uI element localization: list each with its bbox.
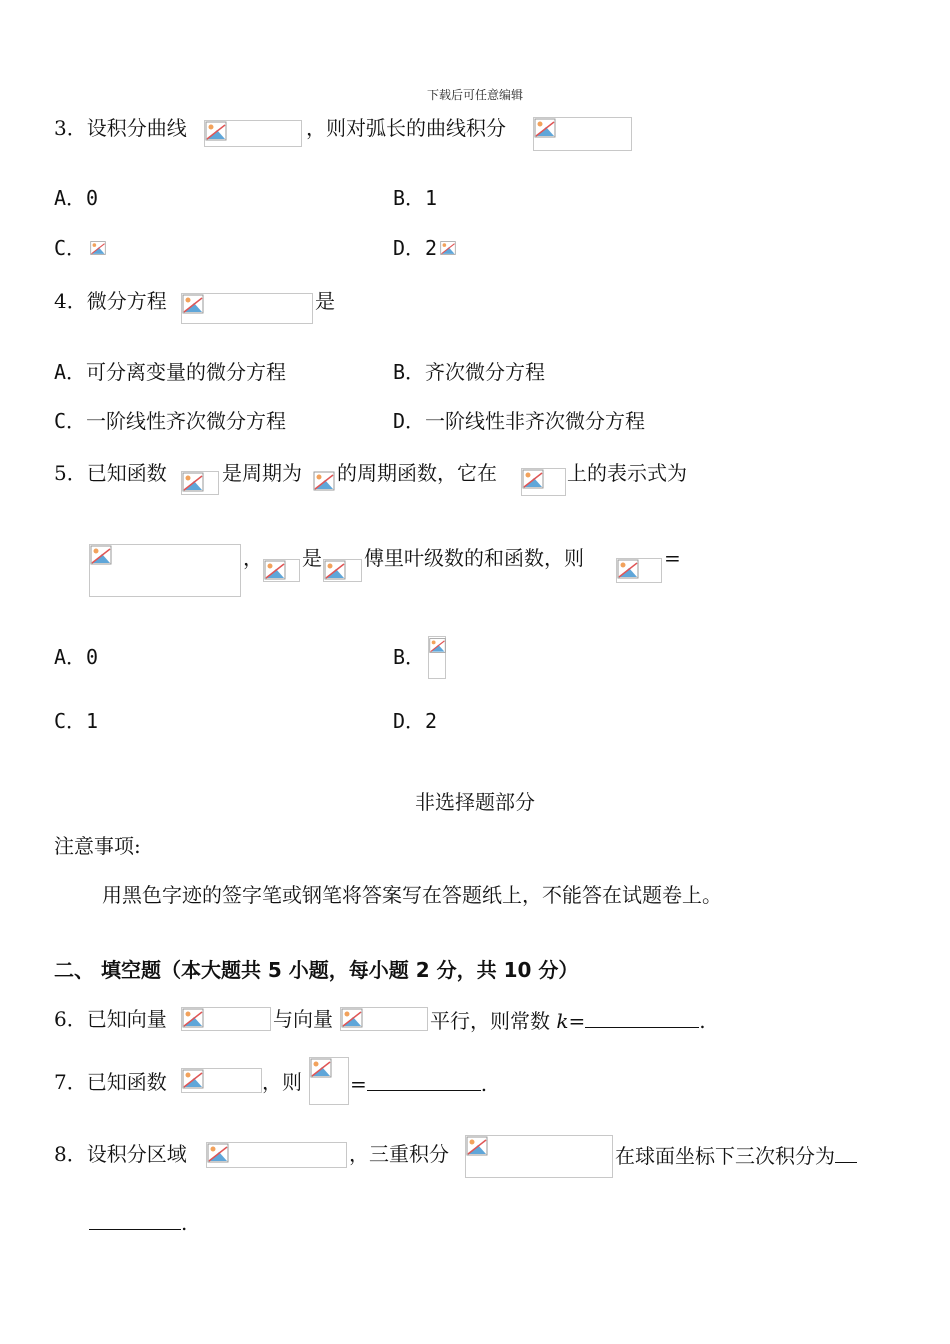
q8-p3: 在球面坐标下三次积分为 xyxy=(615,1144,835,1168)
q5-option-b: B． xyxy=(393,645,426,669)
q5-part8: = xyxy=(664,546,681,570)
broken-image-icon xyxy=(182,1008,204,1028)
q8-second-line xyxy=(89,1211,187,1233)
q5-option-a: A．0 xyxy=(54,645,99,669)
q6-end: . xyxy=(699,1009,706,1033)
q4-option-d: D．一阶线性非齐次微分方程 xyxy=(393,409,646,433)
q5-part6: 是 xyxy=(302,546,322,570)
formula-image xyxy=(313,471,335,493)
formula-image xyxy=(440,240,456,256)
broken-image-icon xyxy=(205,121,227,141)
formula-image xyxy=(533,117,632,151)
q4-option-a: A．可分离变量的微分方程 xyxy=(54,360,287,384)
formula-image xyxy=(340,1007,428,1031)
q6-p2: 与向量 xyxy=(273,1007,333,1031)
formula-image xyxy=(90,240,106,256)
q4-prefix: 4．微分方程 xyxy=(54,289,167,313)
q3-prefix: 3．设积分曲线 xyxy=(54,116,187,140)
q8-p2: ，三重积分 xyxy=(349,1142,449,1166)
page-header: 下载后可任意编辑 xyxy=(426,88,523,102)
answer-blank[interactable] xyxy=(367,1072,481,1091)
formula-image xyxy=(206,1142,347,1168)
question-3-text xyxy=(54,118,187,138)
broken-image-icon xyxy=(466,1136,488,1156)
notice-label: 注意事项: xyxy=(54,834,141,858)
q6-tail xyxy=(430,1009,706,1031)
formula-image xyxy=(465,1135,613,1178)
broken-image-icon xyxy=(440,240,456,256)
formula-image xyxy=(181,1068,262,1093)
broken-image-icon xyxy=(90,545,112,565)
formula-image xyxy=(181,471,219,495)
q3-option-b: B．1 xyxy=(393,186,438,210)
notice-text: 用黑色字迹的签字笔或钢笔将答案写在答题纸上，不能答在试题卷上。 xyxy=(102,883,722,907)
broken-image-icon xyxy=(341,1008,363,1028)
q5-option-c: C．1 xyxy=(54,709,99,733)
formula-image xyxy=(309,1057,349,1105)
q5-option-d: D．2 xyxy=(393,709,438,733)
q8-p1: 8．设积分区域 xyxy=(54,1142,187,1166)
formula-image xyxy=(616,558,662,583)
q5-part2: 是周期为 xyxy=(222,461,302,485)
q8-end: . xyxy=(181,1211,188,1235)
formula-image xyxy=(263,559,300,582)
formula-image xyxy=(89,544,241,597)
answer-blank[interactable] xyxy=(835,1144,857,1163)
q7-p1: 7．已知函数 xyxy=(54,1070,167,1094)
answer-blank[interactable] xyxy=(89,1211,181,1230)
q4-suffix: 是 xyxy=(315,289,335,313)
formula-image xyxy=(181,293,313,324)
q7-end: . xyxy=(480,1072,488,1096)
broken-image-icon xyxy=(522,469,544,489)
q5-part4: 上的表示式为 xyxy=(567,461,687,485)
broken-image-icon xyxy=(264,560,286,580)
q5-part5: ， xyxy=(243,546,263,570)
q4-option-b: B．齐次微分方程 xyxy=(393,360,546,384)
q3-option-d: D．2 xyxy=(393,236,438,260)
broken-image-icon xyxy=(313,471,335,491)
broken-image-icon xyxy=(310,1058,332,1078)
broken-image-icon xyxy=(182,1069,204,1089)
section-title: 非选择题部分 xyxy=(415,790,535,814)
q3-option-c: C． xyxy=(54,236,87,260)
q5-part1: 5．已知函数 xyxy=(54,461,167,485)
q6-p4: = xyxy=(568,1009,586,1033)
q3-option-a: A．0 xyxy=(54,186,99,210)
formula-image xyxy=(204,120,302,147)
formula-image xyxy=(181,1007,271,1031)
broken-image-icon xyxy=(324,560,346,580)
formula-image xyxy=(323,559,362,582)
q5-part7: 傅里叶级数的和函数，则 xyxy=(364,546,584,570)
q6-var: k xyxy=(556,1009,569,1033)
answer-blank[interactable] xyxy=(585,1009,699,1028)
broken-image-icon xyxy=(182,294,204,314)
q4-option-c: C．一阶线性齐次微分方程 xyxy=(54,409,287,433)
q7-p3: = xyxy=(350,1072,367,1096)
q7-p2: ，则 xyxy=(262,1070,302,1094)
part-heading: 二、 填空题（本大题共 5 小题，每小题 2 分，共 10 分） xyxy=(54,958,579,982)
broken-image-icon xyxy=(207,1143,229,1163)
broken-image-icon xyxy=(90,240,106,256)
q6-p3: 平行，则常数 xyxy=(430,1009,550,1033)
broken-image-icon xyxy=(534,118,556,138)
broken-image-icon xyxy=(182,472,204,492)
broken-image-icon xyxy=(429,637,446,654)
q5-part3: 的周期函数，它在 xyxy=(337,461,497,485)
q8-tail xyxy=(615,1144,857,1166)
formula-image xyxy=(521,468,566,496)
broken-image-icon xyxy=(617,559,639,579)
q7-tail xyxy=(350,1072,487,1094)
q3-middle: ，则对弧长的曲线积分 xyxy=(306,116,506,140)
formula-image xyxy=(428,636,446,679)
q6-p1: 6．已知向量 xyxy=(54,1007,167,1031)
